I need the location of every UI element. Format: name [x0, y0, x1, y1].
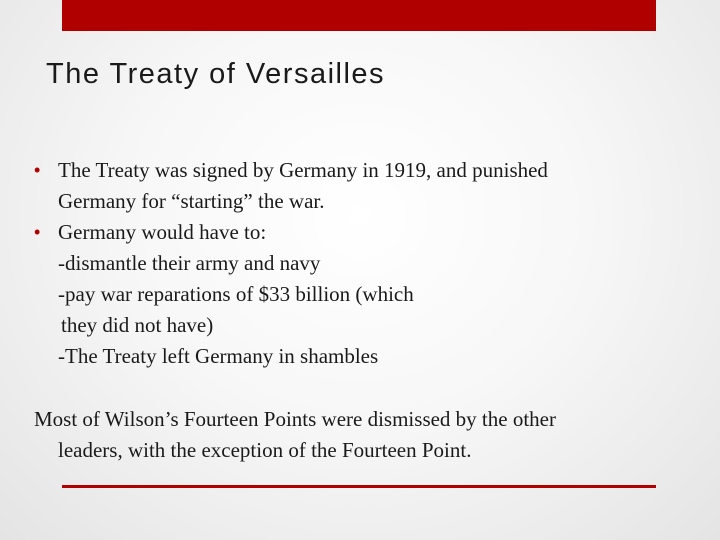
- sub-item-dismantle: -dismantle their army and navy: [58, 251, 321, 275]
- slide-body: [34, 155, 674, 466]
- bullet-line: Germany for “starting” the war.: [58, 189, 325, 213]
- slide-title: The Treaty of Versailles: [46, 58, 386, 90]
- sub-item-reparations-continued: they did not have): [61, 313, 214, 337]
- spacer: [34, 372, 674, 404]
- closing-line: Most of Wilson’s Fourteen Points were dismissed by the other: [34, 407, 556, 431]
- bullet-list: [34, 155, 674, 248]
- closing-paragraph: [34, 404, 674, 466]
- bullet-item-germany-obligations: [34, 217, 674, 248]
- sub-item-reparations: -pay war reparations of $33 billion (which: [58, 282, 414, 306]
- bottom-accent-rule: [62, 485, 656, 488]
- sub-item-shambles: -The Treaty left Germany in shambles: [58, 344, 379, 368]
- closing-line: leaders, with the exception of the Fourteen Point.: [58, 438, 472, 462]
- top-accent-bar: [62, 0, 656, 31]
- bullet-item-treaty-signed: [34, 155, 674, 217]
- bullet-line: The Treaty was signed by Germany in 1919, and punished: [58, 158, 548, 182]
- bullet-icon: •: [34, 160, 41, 180]
- bullet-line: Germany would have to:: [58, 220, 267, 244]
- bullet-icon: •: [34, 222, 41, 242]
